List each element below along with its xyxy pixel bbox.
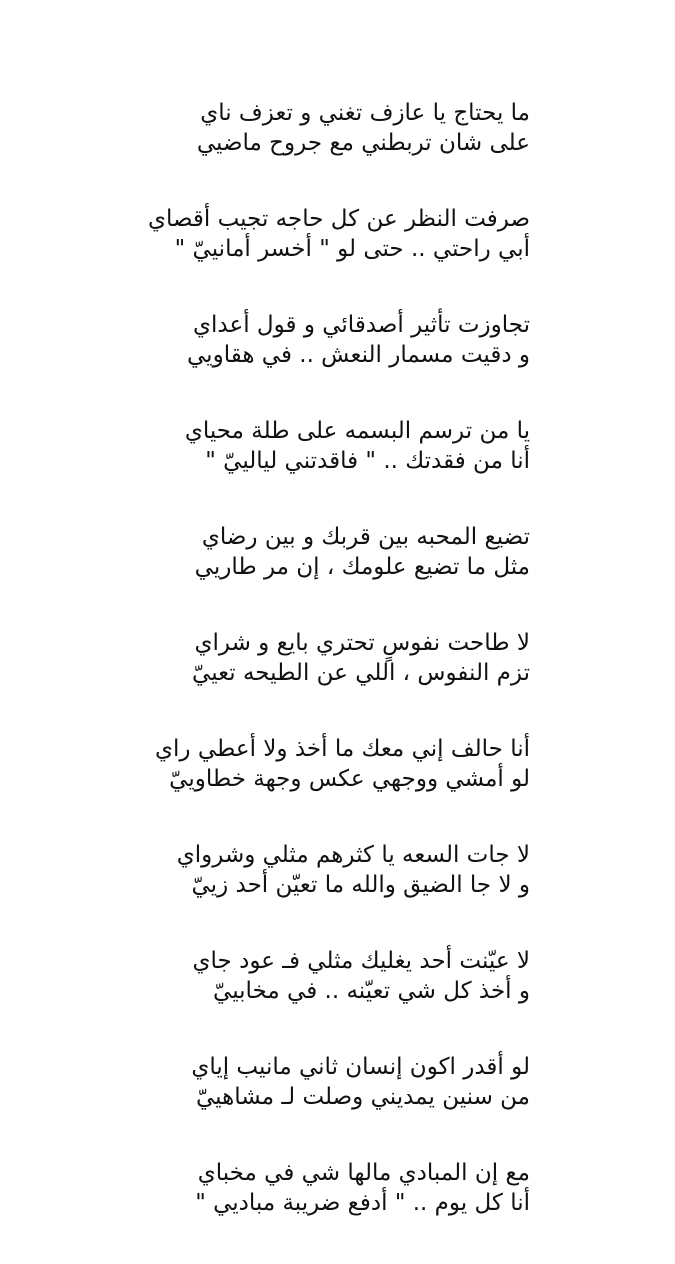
poem-line: لو أمشي ووجهي عكس وجهة خطاوييّ: [169, 766, 530, 792]
stanza-4: [50, 416, 530, 476]
stanza-3: [50, 310, 530, 370]
stanza-6: [50, 628, 530, 688]
poem-line: و لا جا الضيق والله ما تعيّن أحد زييّ: [191, 872, 530, 898]
stanza-2: [50, 204, 530, 264]
poem-line: ما يحتاج يا عازف تغني و تعزف ناي: [200, 100, 530, 126]
poem-line: تضيع المحبه بين قربك و بين رضاي: [201, 524, 530, 550]
poem-line: أنا كل يوم .. " أدفع ضريبة مباديي ": [195, 1190, 530, 1216]
stanza-7: [50, 734, 530, 794]
poem-line: و أخذ كل شي تعيّنه .. في مخابييّ: [213, 978, 530, 1004]
poem-line: أبي راحتي .. حتى لو " أخسر أمانييّ ": [174, 236, 530, 262]
poem-line: على شان تربطني مع جروح ماضيي: [196, 130, 530, 156]
stanza-10: [50, 1052, 530, 1112]
poem-line: تجاوزت تأثير أصدقائي و قول أعداي: [193, 312, 530, 338]
poem-line: لا عيّنت أحد يغليك مثلي فـ عود جاي: [192, 948, 530, 974]
poem-text: [50, 98, 530, 1264]
stanza-9: [50, 946, 530, 1006]
poem-line: لا طاحت نفوسٍ تحتري بايع و شراي: [194, 630, 530, 656]
poem-line: أنا حالف إني معك ما أخذ ولا أعطي راي: [155, 736, 530, 762]
poem-line: لا جات السعه يا كثرهم مثلي وشرواي: [176, 842, 530, 868]
poem-line: من سنين يمديني وصلت لـ مشاهييّ: [196, 1084, 530, 1110]
poem-line: مثل ما تضيع علومك ، إن مر طاريي: [194, 554, 530, 580]
poem-line: و دقيت مسمار النعش .. في هقاويي: [187, 342, 530, 368]
poem-line: لو أقدر اكون إنسان ثاني مانيب إياي: [191, 1054, 530, 1080]
poem-line: صرفت النظر عن كل حاجه تجيب أقصاي: [147, 206, 530, 232]
poem-line: أنا من فقدتك .. " فاقدتني ليالييّ ": [205, 448, 530, 474]
stanza-8: [50, 840, 530, 900]
poem-line: يا من ترسم البسمه على طلة محياي: [184, 418, 530, 444]
stanza-11: [50, 1158, 530, 1218]
stanza-5: [50, 522, 530, 582]
stanza-1: [50, 98, 530, 158]
poem-line: مع إن المبادي مالها شي في مخباي: [197, 1160, 530, 1186]
poem-line: تزم النفوس ، اللي عن الطيحه تعييّ: [192, 660, 530, 686]
